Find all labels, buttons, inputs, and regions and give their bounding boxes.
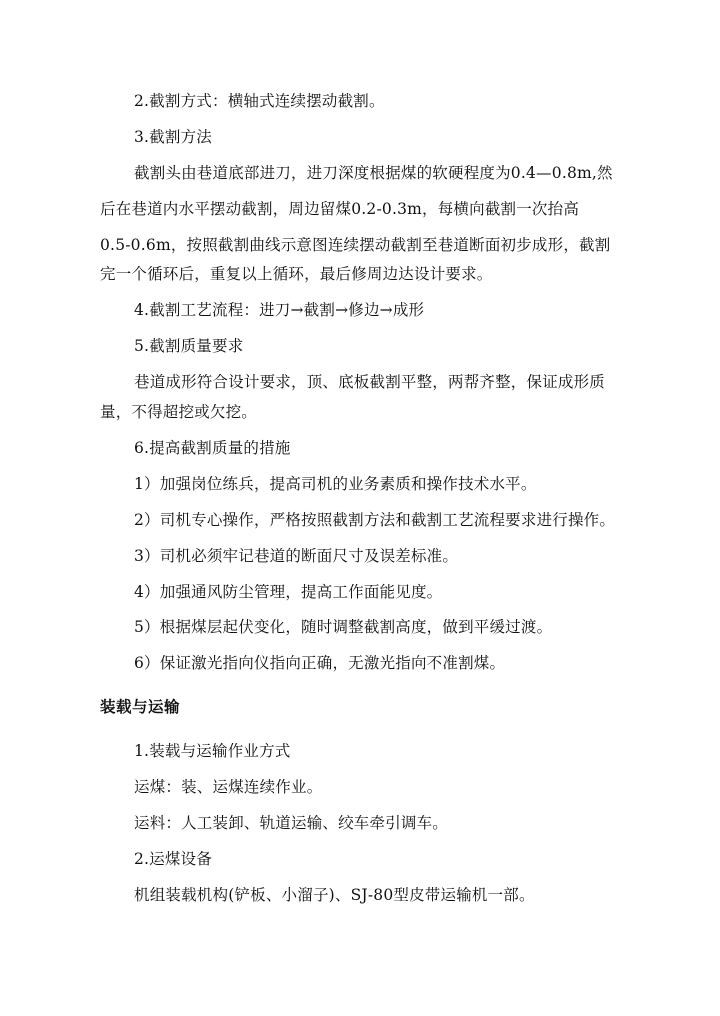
measure-item-4: 4）加强通风防尘管理，提高工作面能见度。 [134, 583, 443, 601]
cutting-method-title: 3.截割方法 [134, 128, 212, 146]
cutting-quality-para-line-2: 量，不得超挖或欠挖。 [100, 403, 258, 421]
cutting-method-para-line-3: 0.5-0.6m，按照截割曲线示意图连续摆动截割至巷道断面初步成形，截割 [100, 236, 611, 254]
coal-equipment-title: 2.运煤设备 [134, 850, 212, 868]
cutting-quality-title: 5.截割质量要求 [134, 337, 244, 355]
loading-method-title: 1.装载与运输作业方式 [134, 742, 291, 760]
coal-equipment-line: 机组装载机构(铲板、小溜子)、SJ-80型皮带运输机一部。 [134, 886, 535, 904]
section-heading-loading-transport: 装载与运输 [100, 698, 181, 716]
cutting-mode: 2.截割方式：横轴式连续摆动截割。 [134, 92, 385, 110]
material-transport-line: 运料：人工装卸、轨道运输、绞车牵引调车。 [134, 814, 449, 832]
measure-item-6: 6）保证激光指向仪指向正确，无激光指向不准割煤。 [134, 654, 506, 672]
quality-measures-title: 6.提高截割质量的措施 [134, 439, 291, 457]
cutting-method-para-line-2: 后在巷道内水平摆动截割，周边留煤0.2-0.3m，每横向截割一次抬高 [100, 200, 580, 218]
measure-item-2: 2）司机专心操作，严格按照截割方法和截割工艺流程要求进行操作。 [134, 511, 616, 529]
cutting-quality-para-line-1: 巷道成形符合设计要求，顶、底板截割平整，两帮齐整，保证成形质 [134, 373, 606, 391]
measure-item-3: 3）司机必须牢记巷道的断面尺寸及误差标准。 [134, 547, 459, 565]
measure-item-5: 5）根据煤层起伏变化，随时调整截割高度，做到平缓过渡。 [134, 618, 553, 636]
cutting-process-flow: 4.截割工艺流程：进刀→截割→修边→成形 [134, 301, 425, 319]
cutting-method-para-line-1: 截割头由巷道底部进刀，进刀深度根据煤的软硬程度为0.4—0.8m,然 [134, 164, 613, 182]
coal-transport-line: 运煤：装、运煤连续作业。 [134, 778, 323, 796]
cutting-method-para-line-4: 完一个循环后，重复以上循环，最后修周边达设计要求。 [100, 265, 493, 283]
measure-item-1: 1）加强岗位练兵，提高司机的业务素质和操作技术水平。 [134, 475, 537, 493]
